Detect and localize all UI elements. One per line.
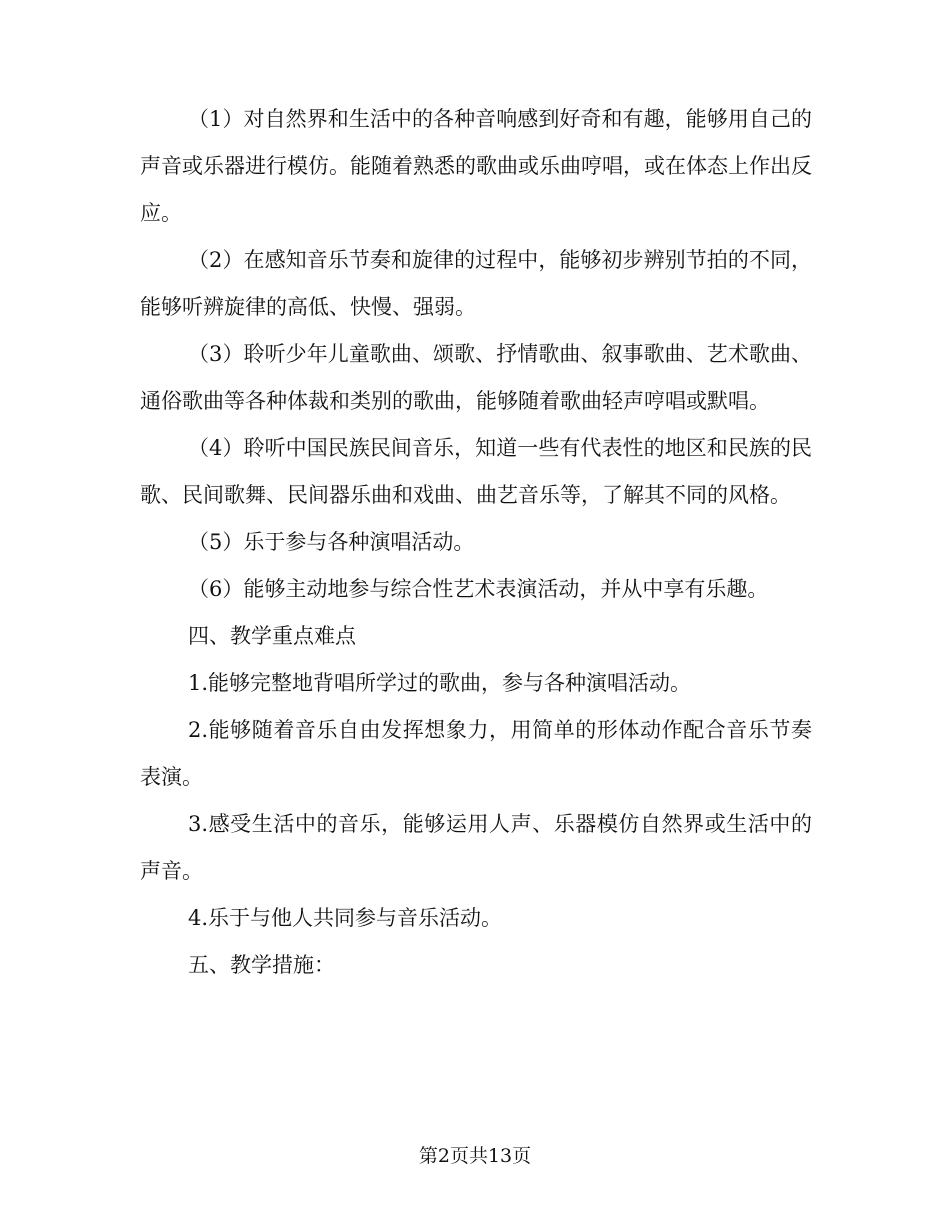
page-number-footer: 第2页共13页 [418,1145,532,1167]
paragraph-goal-3: （3）聆听少年儿童歌曲、颂歌、抒情歌曲、叙事歌曲、艺术歌曲、通俗歌曲等各种体裁和类别的歌曲，能够随着歌曲轻声哼唱或默唱。 [140,342,812,413]
paragraph-goal-5: （5）乐于参与各种演唱活动。 [188,530,475,554]
section-heading-key-points: 四、教学重点难点 [188,624,356,648]
paragraph-goal-2: （2）在感知音乐节奏和旋律的过程中，能够初步辨别节拍的不同，能够听辨旋律的高低、快慢、强弱。 [140,248,812,319]
paragraph-goal-1: （1）对自然界和生活中的各种音响感到好奇和有趣，能够用自己的声音或乐器进行模仿。能随着熟悉的歌曲或乐曲哼唱，或在体态上作出反应。 [140,107,812,225]
paragraph-key-point-2: 2.能够随着音乐自由发挥想象力，用简单的形体动作配合音乐节奏表演。 [140,718,812,789]
paragraph-goal-4: （4）聆听中国民族民间音乐，知道一些有代表性的地区和民族的民歌、民间歌舞、民间器乐曲和戏曲、曲艺音乐等，了解其不同的风格。 [140,436,812,507]
paragraph-key-point-3: 3.感受生活中的音乐，能够运用人声、乐器模仿自然界或生活中的声音。 [140,812,812,883]
paragraph-key-point-4: 4.乐于与他人共同参与音乐活动。 [188,906,503,930]
section-heading-measures: 五、教学措施： [188,953,335,977]
paragraph-goal-6: （6）能够主动地参与综合性艺术表演活动，并从中享有乐趣。 [188,577,769,601]
paragraph-key-point-1: 1.能够完整地背唱所学过的歌曲，参与各种演唱活动。 [188,671,692,695]
document-body [140,96,812,989]
